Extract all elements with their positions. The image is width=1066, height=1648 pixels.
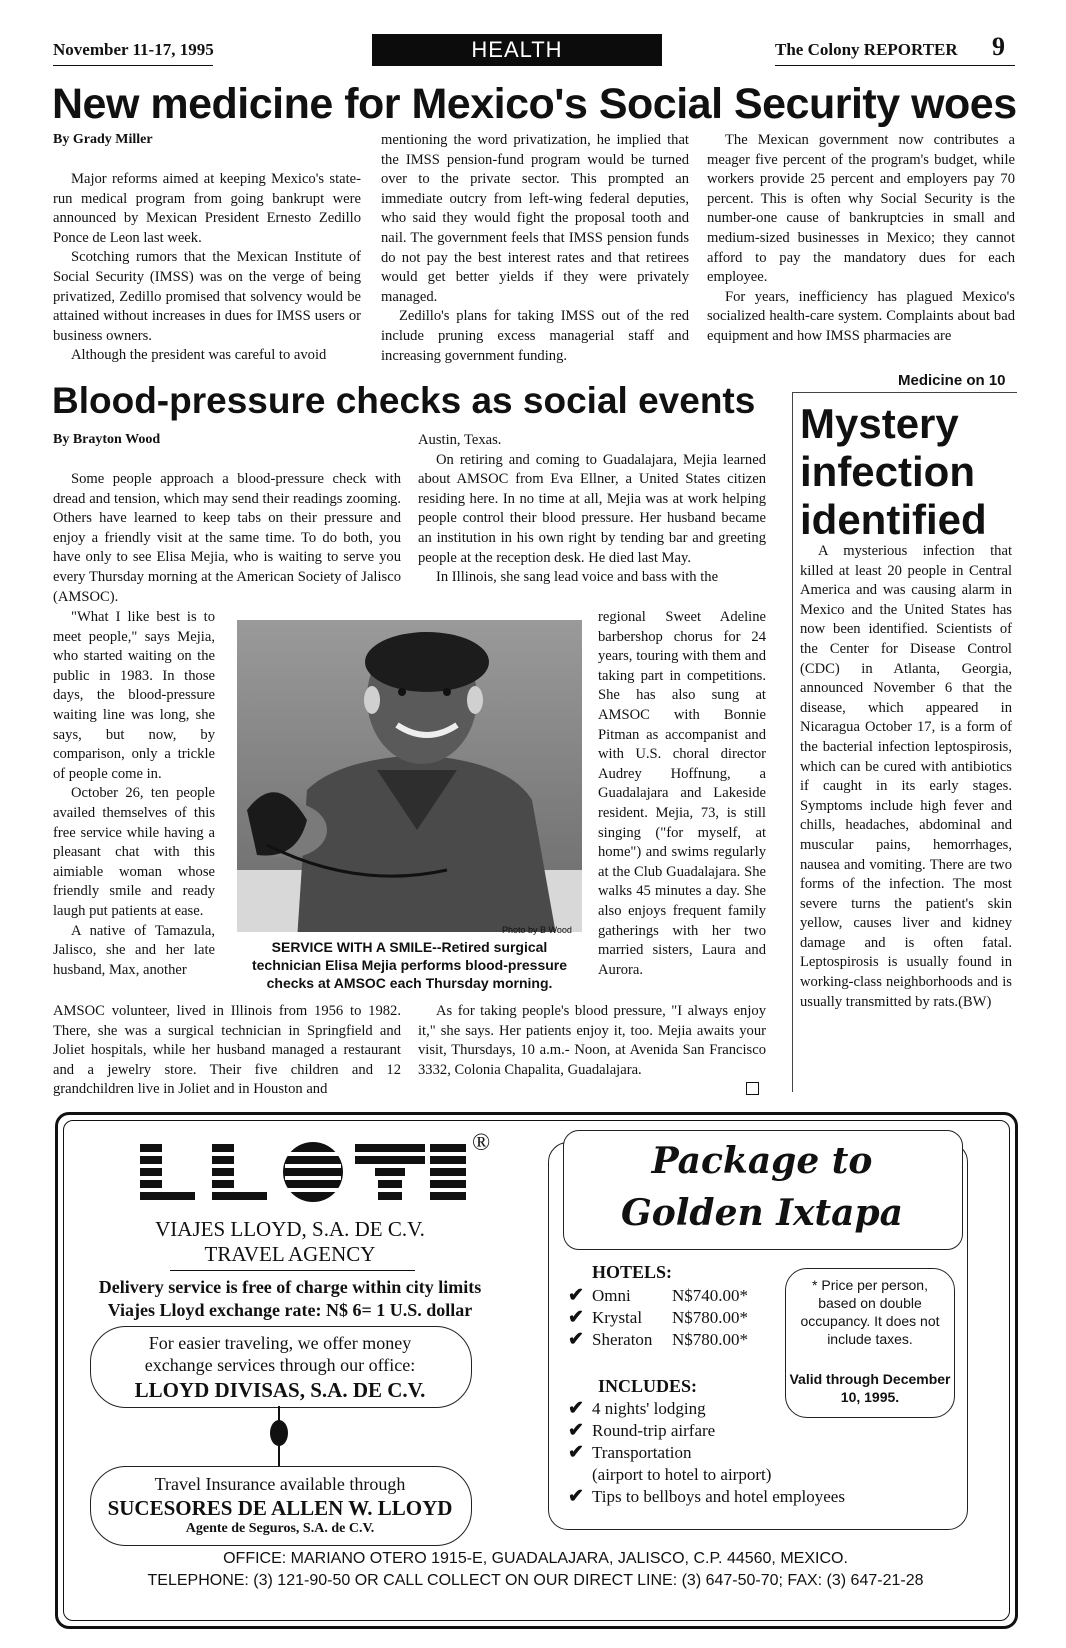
paragraph: October 26, ten people availed themselves of this free service while having a pleasant chat with this aimiable woman whose friendly smile and ready laugh put patients at ease. (53, 785, 215, 919)
hotel-name: Omni (592, 1286, 631, 1305)
mystery-box-rule (792, 392, 793, 1092)
paragraph: Austin, Texas. (418, 432, 502, 448)
includes-item: ✔ Tips to bellboys and hotel employees (568, 1486, 845, 1507)
telephone-line: TELEPHONE: (3) 121-90-50 OR CALL COLLECT ON OUR DIRECT LINE: (3) 647-50-70; FAX: (3) 647-21-28 (147, 1572, 924, 1589)
headline-line: identified (800, 496, 987, 543)
paragraph: A native of Tamazula, Jalisco, she and her late husband, Max, another (53, 922, 215, 978)
article1-column-3 (707, 131, 1015, 347)
divisas-name: LLOYD DIVISAS, S.A. DE C.V. (134, 1378, 426, 1402)
paragraph: For years, inefficiency has plagued Mexico's socialized health-care system. Complaints about bad equipment and how IMSS pharmacies are (707, 288, 1015, 344)
insurance-subtitle: Agente de Seguros, S.A. de C.V. (185, 1521, 375, 1536)
article1-column-2 (381, 131, 689, 366)
paragraph: Major reforms aimed at keeping Mexico's state-run medical program from going bankrupt were announced by Mexican President Ernesto Zedillo Ponce de Leon last week. (53, 171, 361, 246)
article2-column-2-narrow (598, 608, 766, 980)
includes-item: ✔ Transportation (568, 1442, 692, 1463)
lloyd-logo-registered: ® (472, 1130, 491, 1156)
hotels-heading: HOTELS: (592, 1262, 673, 1282)
photo-elisa-mejia (237, 620, 582, 932)
article2-column-1-narrow (53, 608, 215, 980)
paragraph: mentioning the word privatization, he implied that the IMSS pension-fund program would be turned over to the private sector. This prompted an immediate outcry from left-wing federal deputies, who said they would fight the proposal tooth and nail. The government feels that IMSS pension funds do not pay the best interest rates and that retirees would get better yields if they were privately managed. (381, 132, 689, 305)
headline-line: Mystery (800, 400, 959, 447)
check-icon: ✔ (568, 1285, 584, 1306)
photo-credit: Photo by B Wood (502, 925, 572, 935)
byline-grady-miller: By Grady Miller (53, 132, 153, 147)
header-rule-left (53, 65, 213, 66)
insurance-intro: Travel Insurance available through (154, 1474, 406, 1494)
paragraph: The Mexican government now contributes a meager five percent of the program's budget, while workers provide 25 percent and employers pay 70 percent. This is often why Social Security is the number-one cause of bankruptcies in small and medium-sized businesses in Mexico; they cannot afford to pay the mandatory dues for each employee. (707, 132, 1015, 286)
package-title-line1: Package to (651, 1140, 873, 1182)
section-label: HEALTH (372, 34, 662, 66)
paragraph: regional Sweet Adeline barbershop chorus for 24 years, touring with them and taking part in competitions. She has also sung at AMSOC with Bonnie Pitman as accompanist and with U.S. choral director Audrey Hoffnung, a Guadalajara and Lakeside resident. Mejia, 73, is still singing ("for myself, at home") and swims regularly at the Club Guadalajara. She walks 45 minutes a day. She also enjoys frequent family gatherings with her two married sisters, Laura and Aurora. (598, 609, 766, 978)
includes-item: ✔ 4 nights' lodging (568, 1398, 706, 1419)
price-note: * Price per person, based on double occupancy. It does not include taxes. (800, 1277, 940, 1347)
article2-column-2-bottom (418, 1002, 766, 1080)
article1-column-1 (53, 170, 361, 366)
newspaper-name: The Colony REPORTER (775, 40, 958, 59)
hotel-row (568, 1307, 748, 1329)
article2-column-1-top (53, 470, 401, 607)
includes-item: (airport to hotel to airport) (592, 1465, 772, 1484)
paragraph: Scotching rumors that the Mexican Institute of Social Security (IMSS) was on the verge of being privatized, Zedillo promised that solvency would be attained without increases in dues for IMSS users or business owners. (53, 249, 361, 344)
photo-illustration (237, 620, 582, 932)
exchange-rate: Viajes Lloyd exchange rate: N$ 6= 1 U.S. dollar (107, 1300, 473, 1320)
company-name: VIAJES LLOYD, S.A. DE C.V. (155, 1217, 425, 1241)
hotel-name: Krystal (592, 1308, 643, 1327)
paragraph: In Illinois, she sang lead voice and bass with the (436, 569, 719, 586)
page-number: 9 (992, 32, 1005, 61)
paragraph: Although the president was careful to avoid (71, 347, 327, 364)
includes-item: ✔ Round-trip airfare (568, 1420, 716, 1441)
hotel-list (568, 1285, 748, 1351)
paragraph: On retiring and coming to Guadalajara, Mejia learned about AMSOC from Eva Ellner, a United States citizen residing here. In no time at all, Mejia was at work helping people control their blood pressure. Her husband became an institution in his own right by tending bar and greeting people at the reception desk. He died last May. (418, 451, 766, 566)
hotel-row (568, 1285, 748, 1307)
check-icon: ✔ (568, 1329, 584, 1350)
article2-column-2-top (418, 431, 766, 588)
check-icon: ✔ (568, 1486, 584, 1507)
paragraph: AMSOC volunteer, lived in Illinois from 1956 to 1982. There, she was a surgical technician in Springfield and Joliet hospitals, while her husband managed a restaurant and a jewelry store. Their five children and 12 grandchildren live in Joliet and in Houston and (53, 1003, 401, 1098)
company-subtitle: TRAVEL AGENCY (204, 1242, 376, 1266)
hotel-price: N$740.00* (672, 1286, 749, 1305)
paragraph: "What I like best is to meet people," says Mejia, who started waiting on the public in 1983. In those days, the blood-pressure waiting line was long, she says, but now, by comparison, only a trickle of people come in. (53, 609, 215, 782)
check-icon: ✔ (568, 1442, 584, 1463)
lloyd-logo-art (130, 1138, 470, 1208)
header-rule-right (775, 65, 1015, 66)
lloyd-logo (130, 1138, 470, 1208)
divisas-intro: For easier traveling, we offer money exchange services through our office: (144, 1333, 416, 1375)
byline-brayton-wood: By Brayton Wood (53, 432, 161, 447)
headline-blood-pressure: Blood-pressure checks as social events (52, 380, 756, 421)
photo-caption: SERVICE WITH A SMILE--Retired surgical technician Elisa Mejia performs blood-pressure checks at AMSOC each Thursday morning. (251, 939, 568, 991)
issue-date: November 11-17, 1995 (53, 40, 214, 59)
paragraph: A mysterious infection that killed at least 20 people in Central America and was causing alarm in Mexico and the United States has now been identified. Scientists of the Center for Disease Control (CDC) in Atlanta, Georgia, announced November 6 that the disease, which appeared in Nicaragua October 17, is a form of the bacterial infection leptospirosis, which can be cured with antibiotics if caught in its early stages. Symptoms include high fever and chills, headaches, abdominal and muscular pains, hemorrhages, nausea and vomiting. There are two forms of the infection. The most severe turns the patient's skin yellow, causes liver and kidney damage and is often fatal. Leptospirosis is usually found in working-class neighborhoods and is usually transmitted by rats.(BW) (800, 543, 1012, 1010)
hotel-name: Sheraton (592, 1330, 653, 1349)
mystery-article-body (800, 542, 1012, 1012)
valid-date: Valid through December 10, 1995. (789, 1371, 951, 1405)
includes-list (568, 1398, 845, 1508)
hotel-price: N$780.00* (672, 1308, 749, 1327)
delivery-note: Delivery service is free of charge within city limits (98, 1277, 482, 1297)
check-icon: ✔ (568, 1398, 584, 1419)
hotel-price: N$780.00* (672, 1330, 749, 1349)
package-title-line2: Golden Ixtapa (621, 1192, 903, 1234)
paragraph: Zedillo's plans for taking IMSS out of the red include pruning excess managerial staff and increasing government funding. (381, 308, 689, 364)
connector-knob (270, 1420, 288, 1446)
check-icon: ✔ (568, 1420, 584, 1441)
insurance-name: SUCESORES DE ALLEN W. LLOYD (107, 1496, 453, 1520)
headline-line: infection (800, 448, 975, 495)
paragraph: Some people approach a blood-pressure check with dread and tension, which may send their readings zooming. Others have learned to keep tabs on their pressure and enjoy a friendly visit at the same time. To do both, you have only to see Elisa Mejia, who is waiting to serve you every Thursday morning at the American Society of Jalisco (AMSOC). (53, 471, 401, 605)
article2-column-1-bottom (53, 1002, 401, 1100)
check-icon: ✔ (568, 1307, 584, 1328)
paragraph: As for taking people's blood pressure, "I always enjoy it," she says. Her patients enjoy it, too. Mejia awaits your visit, Thursdays, 10 a.m.- Noon, at Avenida San Francisco 3332, Colonia Chapalita, Guadalajara. (418, 1003, 766, 1078)
ad-rule (170, 1270, 415, 1271)
headline-mystery-infection (800, 400, 1015, 544)
mystery-box-rule-top (792, 392, 1017, 393)
jump-line-medicine[interactable]: Medicine on 10 (898, 372, 1006, 389)
headline-social-security: New medicine for Mexico's Social Security woes (52, 80, 1017, 128)
end-mark-icon (746, 1082, 759, 1095)
hotel-row (568, 1329, 748, 1351)
includes-heading: INCLUDES: (598, 1376, 698, 1396)
office-address: OFFICE: MARIANO OTERO 1915-E, GUADALAJARA, JALISCO, C.P. 44560, MEXICO. (223, 1550, 848, 1567)
